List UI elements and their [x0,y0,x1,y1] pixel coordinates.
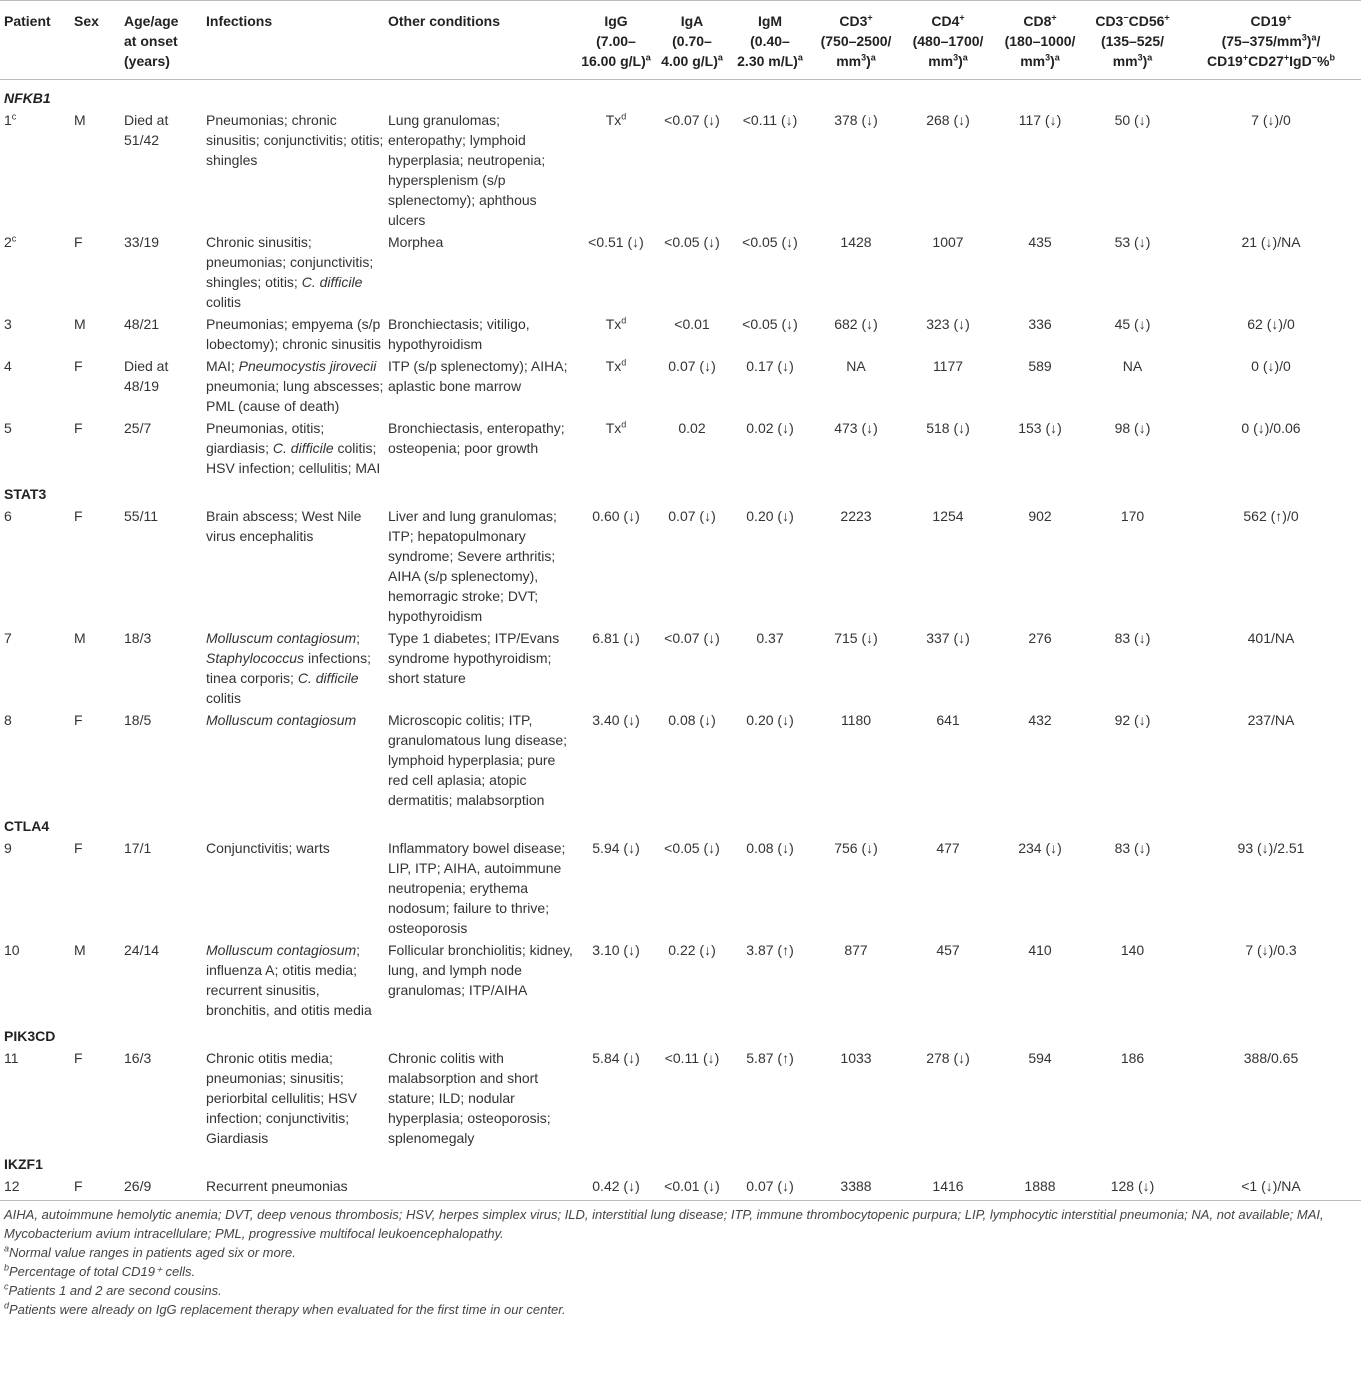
cell-cd19: 562 (↑)/0 [1243,508,1299,524]
cell-cd3-cd56: 45 (↓) [1114,316,1151,332]
cell-age: Died at 51/42 [124,112,169,148]
cell-igm: 5.87 (↑) [746,1050,794,1066]
cell-sex: F [74,712,83,728]
cell-cd3: 1180 [840,712,872,728]
cell-cd8: 1888 [992,1174,1084,1201]
cell-iga: <0.05 (↓) [664,234,720,250]
cell-cd3: 756 (↓) [834,840,878,856]
cell-other: Follicular bronchiolitis; kidney, lung, and lymph node granulomas; ITP/AIHA [388,942,573,998]
cell-infections: Recurrent pneumonias [202,1174,384,1201]
cell-igm: <0.05 (↓) [742,234,798,250]
cell-igg: 0.60 (↓) [592,508,640,524]
header-patient: Patient [0,1,70,80]
cell-age: Died at 48/19 [124,358,169,394]
cell-iga: <0.05 (↓) [664,840,720,856]
cell-infections: Molluscum contagiosum; influenza A; otitis media; recurrent sinusitis, bronchitis, and otitis media [206,942,372,1018]
cell-cd3: NA [846,358,866,374]
table-row [0,1174,1361,1201]
cell-sex: F [74,840,83,856]
cell-cd8: 902 [1028,508,1052,524]
table-row [0,938,1361,1020]
cell-sex: F [74,420,83,436]
table-row [0,354,1361,416]
cell-other: Type 1 diabetes; ITP/Evans syndrome hypothyroidism; short stature [388,630,560,686]
table-row [0,108,1361,230]
table-footnotes [0,1201,1361,1319]
cell-sex: F [70,1174,120,1201]
cell-other: Liver and lung granulomas; ITP; hepatopulmonary syndrome; Severe arthritis; AIHA (s/p splenectomy), hemorragic stroke; DVT; hypothyroidism [388,508,557,624]
cell-cd4: 518 (↓) [926,420,970,436]
cell-cd4: 477 [936,840,960,856]
group-row-stat3 [0,478,1361,504]
cell-iga: 0.07 (↓) [668,358,716,374]
cell-cd3-cd56: NA [1122,358,1143,374]
group-label: IKZF1 [4,1156,43,1172]
cell-cd19: 93 (↓)/2.51 [1237,840,1305,856]
cell-cd19: 7 (↓)/0.3 [1245,942,1297,958]
cell-cd3: 3388 [808,1174,900,1201]
table-row [0,312,1361,354]
cell-cd8: 435 [1028,234,1052,250]
cell-cd3-cd56: 83 (↓) [1114,630,1151,646]
cell-infections: Chronic otitis media; pneumonias; sinusitis; periorbital cellulitis; HSV infection; conjunctivitis; Giardiasis [206,1050,357,1146]
cell-cd3: 715 (↓) [834,630,878,646]
cell-iga: 0.02 [678,420,706,436]
cell-cd19: 21 (↓)/NA [1241,234,1301,250]
cell-cd3-cd56: 92 (↓) [1114,712,1151,728]
cell-patient: 12 [0,1174,70,1201]
cell-other [384,1174,576,1201]
cell-patient: 11 [4,1050,19,1066]
cell-patient: 10 [4,942,20,958]
cell-other: Bronchiectasis, enteropathy; osteopenia; poor growth [388,420,565,456]
cell-other: Bronchiectasis; vitiligo, hypothyroidism [388,316,530,352]
cell-igg: Tx$^d$ [605,357,627,374]
cell-igg: 5.84 (↓) [592,1050,640,1066]
cell-patient: 7 [4,630,12,646]
cell-igm: 0.08 (↓) [746,840,794,856]
cell-age: 16/3 [124,1050,152,1066]
table-row [0,416,1361,478]
cell-cd19: 237/NA [1247,712,1295,728]
cell-infections: Brain abscess; West Nile virus encephalitis [206,508,362,544]
cell-cd19: <1 (↓)/NA [1177,1174,1361,1201]
cell-infections: Chronic sinusitis; pneumonias; conjunctivitis; shingles; otitis; C. difficile colitis [206,234,374,310]
cell-cd4: 278 (↓) [926,1050,970,1066]
cell-cd3: 473 (↓) [834,420,878,436]
cell-cd3: 682 (↓) [834,316,878,332]
cell-igm: <0.05 (↓) [742,316,798,332]
header-other-conditions: Other conditions [384,1,576,80]
cell-igg: Tx$^d$ [605,419,627,436]
cell-igm: 0.17 (↓) [746,358,794,374]
cell-age: 25/7 [124,420,152,436]
cell-cd4: 268 (↓) [926,112,970,128]
table-row [0,230,1361,312]
cell-igm: 0.20 (↓) [746,508,794,524]
cell-sex: M [74,316,86,332]
cell-patient: 3 [4,316,12,332]
cell-cd4: 641 [936,712,960,728]
cell-cd4: 1416 [900,1174,992,1201]
table-row [0,626,1361,708]
cell-cd8: 276 [1028,630,1052,646]
table-row [0,708,1361,810]
group-row-ikzf1 [0,1148,1361,1174]
header-cd4: CD4+ (480–1700/ $mm^3)^a$ [900,1,992,80]
header-age: Age/age at onset (years) [120,1,202,80]
cell-other: Microscopic colitis; ITP, granulomatous lung disease; lymphoid hyperplasia; pure red cell aplasia; atopic dermatitis; malabsorption [388,712,568,808]
cell-iga: <0.01 [674,316,710,332]
cell-infections: Pneumonias, otitis; giardiasis; C. difficile colitis; HSV infection; cellulitis; MAI [206,420,381,476]
header-row [0,1,1361,80]
cell-patient: 6 [4,508,12,524]
cell-iga: <0.11 (↓) [664,1050,720,1066]
cell-igg: 3.10 (↓) [592,942,640,958]
cell-cd3: 877 [844,942,868,958]
cell-cd19: 388/0.65 [1243,1050,1299,1066]
cell-infections: MAI; Pneumocystis jirovecii pneumonia; lung abscesses; PML (cause of death) [206,358,384,414]
cell-sex: M [74,630,86,646]
cell-cd3-cd56: 186 [1120,1050,1145,1066]
cell-age: 18/5 [124,712,152,728]
footnote-b: $^b$Percentage of total CD19⁺ cells. [4,1262,196,1279]
cell-iga: 0.07 (↓) [668,508,716,524]
cell-infections: Conjunctivitis; warts [206,840,330,856]
group-label: PIK3CD [4,1028,56,1044]
cell-cd19: 0 (↓)/0.06 [1241,420,1301,436]
header-infections: Infections [202,1,384,80]
footnote-d: $^d$Patients were already on IgG replacement therapy when evaluated for the first time in our center. [4,1300,566,1317]
cell-igm: <0.11 (↓) [742,112,798,128]
cell-cd4: 1177 [932,358,964,374]
cell-cd8: 153 (↓) [1018,420,1062,436]
cell-cd3-cd56: 170 [1120,508,1145,524]
cell-patient: 8 [4,712,12,728]
cell-cd19: 0 (↓)/0 [1251,358,1291,374]
cell-age: 18/3 [124,630,152,646]
cell-igm: 3.87 (↑) [746,942,794,958]
cell-sex: M [74,942,86,958]
cell-iga: <0.01 (↓) [652,1174,728,1201]
group-label: CTLA4 [4,818,50,834]
cell-age: 24/14 [124,942,160,958]
cell-age: 48/21 [124,316,160,332]
cell-patient: 1$^c$ [4,111,17,128]
cell-cd3: 378 (↓) [834,112,878,128]
table-row [0,1046,1361,1148]
cell-cd3-cd56: 128 (↓) [1084,1174,1177,1201]
cell-infections: Pneumonias; chronic sinusitis; conjunctivitis; otitis; shingles [206,112,384,168]
cell-cd4: 457 [936,942,960,958]
cell-age: 17/1 [124,840,152,856]
cell-iga: <0.07 (↓) [664,630,720,646]
cell-igg: 0.42 (↓) [576,1174,652,1201]
cell-infections: Molluscum contagiosum; Staphylococcus infections; tinea corporis; C. difficile colitis [206,630,371,706]
group-label: NFKB1 [4,90,51,106]
cell-cd8: 117 (↓) [1018,112,1062,128]
cell-other: Inflammatory bowel disease; LIP, ITP; AIHA, autoimmune neutropenia; erythema nodosum; failure to thrive; osteoporosis [388,840,566,936]
footnote-abbreviations: AIHA, autoimmune hemolytic anemia; DVT, deep venous thrombosis; HSV, herpes simplex virus; ILD, interstitial lung disease; ITP, immune thrombocytopenic purpura; LIP, lymphocytic interstitial pneumonia; NA, not available; MAI, Mycobacterium avium intracellulare; PML, progressive multifocal leukoencephalopathy. [4,1207,1324,1241]
cell-sex: F [74,234,83,250]
cell-patient: 5 [4,420,12,436]
cell-sex: F [74,508,83,524]
cell-cd8: 594 [1028,1050,1052,1066]
header-igm: IgM (0.40– 2.30 m/L)$^a$ [728,1,808,80]
group-row-nfkb1 [0,80,1361,109]
table-row [0,504,1361,626]
cell-igg: 6.81 (↓) [592,630,640,646]
cell-iga: 0.22 (↓) [668,942,716,958]
cell-age: 55/11 [124,508,158,524]
header-iga: IgA (0.70– 4.00 g/L)$^a$ [652,1,728,80]
cell-cd3: 1033 [840,1050,872,1066]
cell-igg: Tx$^d$ [605,315,627,332]
cell-cd4: 323 (↓) [926,316,970,332]
cell-cd19: 62 (↓)/0 [1247,316,1295,332]
cell-igg: 3.40 (↓) [592,712,640,728]
group-row-ctla4 [0,810,1361,836]
cell-age: 26/9 [120,1174,202,1201]
cell-iga: <0.07 (↓) [664,112,720,128]
cell-other: Morphea [388,234,444,250]
cell-cd4: 337 (↓) [926,630,970,646]
cell-cd8: 410 [1028,942,1052,958]
cell-cd8: 432 [1028,712,1052,728]
cell-cd19: 7 (↓)/0 [1251,112,1291,128]
cell-cd8: 234 (↓) [1018,840,1062,856]
cell-cd3-cd56: 53 (↓) [1114,234,1151,250]
cell-igg: Tx$^d$ [605,111,627,128]
cell-cd3-cd56: 140 [1120,942,1145,958]
cell-age: 33/19 [124,234,160,250]
cell-cd19: 401/NA [1247,630,1295,646]
cell-sex: M [74,112,86,128]
header-cd3-cd56: CD3−CD56+ (135–525/ $mm^3)^a$ [1084,1,1177,80]
cell-patient: 2$^c$ [4,233,17,250]
cell-cd8: 336 [1028,316,1052,332]
cell-cd3-cd56: 50 (↓) [1114,112,1151,128]
group-row-pik3cd [0,1020,1361,1046]
footnote-c: $^c$Patients 1 and 2 are second cousins. [4,1281,222,1298]
cell-other: Lung granulomas; enteropathy; lymphoid hyperplasia; neutropenia; hypersplenism (s/p splenectomy); aphthous ulcers [388,112,546,228]
cell-patient: 4 [4,358,12,374]
header-cd3: CD3+ (750–2500/ $mm^3)^a$ [808,1,900,80]
cell-infections: Pneumonias; empyema (s/p lobectomy); chronic sinusitis [206,316,382,352]
cell-cd4: 1007 [932,234,964,250]
cell-cd3-cd56: 98 (↓) [1114,420,1151,436]
cell-cd8: 589 [1028,358,1052,374]
cell-cd3-cd56: 83 (↓) [1114,840,1151,856]
header-sex: Sex [70,1,120,80]
cell-igg: <0.51 (↓) [588,234,644,250]
cell-igg: 5.94 (↓) [592,840,640,856]
cell-sex: F [74,1050,83,1066]
table-row [0,836,1361,938]
cell-other: Chronic colitis with malabsorption and short stature; ILD; nodular hyperplasia; osteoporosis; splenomegaly [388,1050,551,1146]
header-cd19: CD19+ $(75-375/mm^3)^a/$ CD19+CD27+IgD−%$^b$ [1177,1,1361,80]
group-label: STAT3 [4,486,47,502]
cell-other: ITP (s/p splenectomy); AIHA; aplastic bone marrow [388,358,568,394]
cell-iga: 0.08 (↓) [668,712,716,728]
header-igg: IgG (7.00– 16.00 g/L)$^a$ [576,1,652,80]
header-cd8: CD8+ (180–1000/ $mm^3)^a$ [992,1,1084,80]
cell-patient: 9 [4,840,12,856]
cell-igm: 0.20 (↓) [746,712,794,728]
cell-cd4: 1254 [932,508,964,524]
cell-igm: 0.02 (↓) [746,420,794,436]
cell-cd3: 1428 [840,234,872,250]
footnote-a: $^a$Normal value ranges in patients aged six or more. [4,1243,296,1260]
cell-cd3: 2223 [840,508,872,524]
cell-igm: 0.07 (↓) [728,1174,808,1201]
cell-igm: 0.37 [756,630,784,646]
cell-infections: Molluscum contagiosum [206,712,357,728]
cell-sex: F [74,358,83,374]
